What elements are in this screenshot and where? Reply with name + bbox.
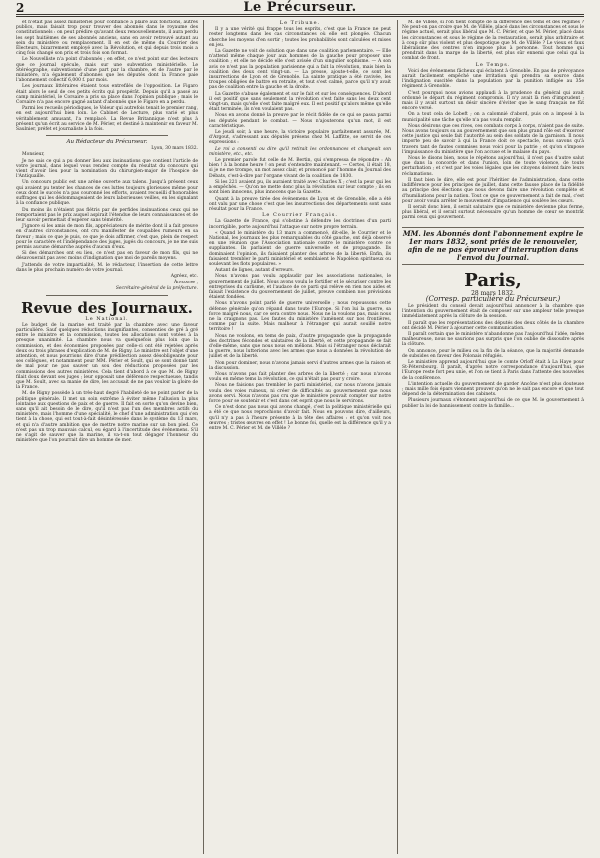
paragraph: Nous le disons bien, nous le répétons aujourd'hui, il n'est pas d'autre salut que dans la concorde et dans l'union, loin de toute violence, de toute perturbation ; et c'est par les voies légales que les citoyens doivent faire leurs réclamations.: [402, 156, 584, 177]
paragraph: M. de Villèle, si l'on tient compte de la différence des tems et des régimes ? Ne peut-on pas croire que M. de Villèle, placé dans les circonstances et sous le régime actuel, serait plus libéral que M. C. Périer, et que M. Périer, placé dans les circonstances et sous le régime de la restauration, serait plus arbitraire et à coup sûr plus violent et plus despotique que M. de Villèle ? Le vieux et faux libéralisme des centres n'en impose plus à personne. Tout homme qui prendrait dans la marge de la liberté, est plus sûr ennemi que celui qui la combat de front.: [402, 20, 584, 62]
paragraph: Le Nouvelliste n'a point d'abonnés ; en effet, ce n'est point sur des lecteurs que ce journal spécule, mais sur une subvention ministérielle. Le Stéréographe, subventionné d'une part par la chambre, et de l'autre par le ministère, n'a également d'abonnés que les députés dont la France paie l'abonnement collectif 6,000 f. par mois.: [16, 57, 198, 84]
paragraph: Nous n'avons pas voulu applaudir par les associations nationales, le gouvernement de juillet. Nous avons voulu le fortifier et le sécuriser contre les entreprises du carlisme, et l'audace de ce parti qui relève en rien nos aides et faisait l'existence du gouvernement de juillet, preuve combien nos prévisions étaient fondées.: [209, 274, 391, 301]
paragraph: Ce n'est donc pas nous qui avons changé, c'est la politique ministérielle qui a été ce que nous reprochions d'avoir fait. Nous en pouvons dire, d'ailleurs, qu'il n'y a pas à l'heure présente à la tête des affaires : et qu'on voit nos œuvres ; tristes œuvres en effet ! Le bonne foi, quelle est la différence qu'il y a entre M. C. Périer et M. de Villèle ?: [209, 405, 391, 432]
subsection-title: Le Tribune.: [279, 20, 321, 26]
paragraph: Nous n'avons point parlé de guerre universelle ; nous repoussons cette défense générale qu'on répand dans toute l'Europe. Si l'on lui la guerre, sa force malgré nous, car ce sera contre nous. Nous ne la voulons pas, mais nous ne la craignons pas. Les fautes du ministère l'amènent sur nos frontières, comme par la suite. Mais malheur à l'étranger qui aurait souillé notre territoire !: [209, 301, 391, 333]
column-divider: [397, 20, 398, 854]
paragraph: Plusieurs journaux s'étonnent aujourd'hui de ce que M. le gouvernement à publier la loi de bannissement contre la famille...: [402, 398, 584, 409]
paragraph: Nous désirons que ces rives, ces combats corps à corps, n'aient pas de suite. Nous avons toujours su au gouvernement que son plus grand rôle est d'exercer cette justice qui seule fait l'autorité au sein des soldats de la garnison. Il nous importe peu de savoir à qui la France doit ce spectacle, nous savons qu'à travers tant de fautes commises nous voici pour la patrie ; et qu'on s'impose l'impuissance du ministère que l'on accuse et le malaise du pays.: [402, 123, 584, 155]
paragraph: La Gazette de France, qui s'obstine à défendre les doctrines d'un parti incorrigible, porte aujourd'hui l'attaque sur notre propre terrain.: [209, 219, 391, 230]
paragraph: Du moins ils n'étaient pas flétris par de perfides insinuations ceux qui ne remportaient pas le prix auquel aspirait l'étendue de leurs connaissances et de leur savoir permettait d'espérer sans témérité.: [16, 207, 198, 223]
letter-heading: Au Rédacteur du Précurseur.: [66, 139, 148, 146]
column-divider: [203, 20, 204, 854]
column-3: [402, 20, 584, 856]
paragraph: Nous n'avons pas fait planter des arbres de la liberté ; car nous n'avons voulu en même tems la révolution, ce qui n'était pas pour y croire.: [209, 372, 391, 383]
subscription-notice: MM. les Abonnés dont l'abonnement expire le 1er mars 1832, sont priés de le renouveler, afin de ne pas éprouver d'interruption dans l'envoi du Journal.: [402, 227, 584, 265]
column-2: [209, 20, 391, 856]
paragraph: Parmi les recueils périodiques, le Voleur qui autrefois tenait le premier rang, en est aujourd'hui bien loin. Le Cabinet de Lecture, plus varié et plus véritablement amusant, l'a remplacé. La Revue Britannique n'est plus à présent qu'un écrit au service de M. Périer, et destiné à maintenir en faveur M. Saulnier, préfet et journaliste à la fois.: [16, 106, 198, 133]
paragraph: et n'était pas assez ministériel pour confiance à plaire aux fonctions, autres publics, mais faisait trop pour trouver des abonnés dans le royaume des constitutionnels : on peut prédire qu'avant deux renouvellements, il aura perdu les sept huitièmes de ses abonnés anciens, sans en avoir retrouvé autant au sein du ministère ou remplacement. Il en est de même du Courrier des Électeurs, bizarrement employé avec la Révolution, et qui depuis trois mois a cinq fois changé son prix et trois fois son format.: [16, 20, 198, 57]
separator: [46, 295, 168, 296]
dateline-city: Paris,: [464, 269, 522, 291]
paragraph: Si des démarches ont eu lieu, ce n'est pas en faveur de mon fils, qui ne désavouerait pas avec moins d'indignation que moi de pareils moyens.: [16, 251, 198, 262]
column-1: [16, 20, 198, 856]
paragraph: Le jeudi soir, à une heure, la victoire populaire parfaitement assurée, M. d'Argout, s'adressant aux députés présens chez M. Laffitte, se servit de ces expressions :: [209, 130, 391, 146]
paragraph: Non pour dominer, nous n'avons jamais servi d'autres armes que la raison et la discussion.: [209, 360, 391, 371]
paragraph: La Gazette ne voit de solution que dans une coalition parlementaire. — Elle n'attend même chaque jour aux hommes de la gauche pour proposer une coalition ; et elle ne décide elle s'est avisée d'un singulier sophisme. — A son avis ce n'est pas la population parisienne qui a fait la révolution, mais bien la coalition des deux cent vingt-un. — La presse, ajoute-t-elle, ce sont les insurrections de Lyon et de Grenoble. La sainte pratique a été ravivée, les troupes obligées de battre en retraite, et tout s'est calmé, parce qu'il n'y avait pas de coalition entre la gauche et la droite.: [209, 49, 391, 91]
dateline-date: 28 mars 1832.: [471, 289, 515, 297]
paragraph: Le ministère apprend aujourd'hui que le comte Orloff était à La Haye pour St-Pétersbourg. Il paraît, d'après notre correspondance d'aujourd'hui, que l'Europe reste fort peu unie, et l'on se tient à Paris dans l'attente des nouvelles de la conférence.: [402, 359, 584, 381]
signature-name: Alexandre ,: [174, 280, 198, 286]
letter-salutation: Monsieur,: [22, 152, 45, 158]
header-rule-double: [16, 16, 584, 17]
subsection-title: Le National.: [85, 315, 129, 322]
section-title: Revue des Journaux.: [21, 298, 193, 317]
separator: [46, 135, 168, 136]
paragraph: Il faut bien le dire, elle est pour l'héritier de l'administration, dans cette indifférence pour les principes de juillet, dans cette fausse place de la fidélité au principe des élections que nous devons faire une révolution complète et d'humiliations pour la nation. Tout ce que ce gouvernement a fait de mal, c'est pour avoir voulu arrêter le mouvement d'impatience qui soulève les cœurs.: [402, 177, 584, 204]
paragraph: Voici des événemens fâcheux qui éclatent à Grenoble. En pas de prévoyance aurait facilement empêché une irritation qui prendra sa source dans l'indignation suscitée dans la population par la punition infligée au 35e régiment à Grenoble.: [402, 68, 584, 90]
paragraph: Le président du conseil devait aujourd'hui annoncer à la chambre que l'intention du gouvernement était de composer sur une ampleur telle presque immédiatement après la clôture de la session.: [402, 303, 584, 320]
paragraph: Il y a une vérité qui frappe tous les esprits, c'est que la France ne peut rester longtems dans les cas circonstances où elle est plongée. Chacun cherche les moyens d'en sortir ; toutes les probabilités sont calculées et mises en jeu.: [209, 27, 391, 48]
paragraph: J'attends de votre impartialité, M. le rédacteur, l'insertion de cette lettre dans le plus prochain numéro de votre journal.: [16, 262, 198, 273]
paragraph: On a tout cela de Lobeft ; on a calomnié d'abord, puis on a imposé à la municipalité une tâche qu'elle n'a pas voulu remplir.: [402, 112, 584, 123]
letter-closing: Agréez, etc.: [170, 273, 198, 279]
header-rule: [16, 14, 584, 15]
correspondence-label: (Corresp. particulière du Précurseur.): [425, 294, 561, 303]
paragraph: Le roi a consenti ou dire qu'il retirait les ordonnances et changeait son ministère, etc., etc.: [209, 146, 391, 157]
signature-role: Secrétaire-général de la préfecture.: [115, 286, 198, 292]
paragraph: Autant de lignes, autant d'erreurs.: [215, 268, 294, 274]
paragraph: Il paraît certain que le ministère n'abandonne pas l'aujourd'hui l'idée, même malheureuse, nous ne saurions pas surpris que l'on oublie de dissoudre après la clôture.: [402, 331, 584, 348]
paragraph: M. de Rigny possède à un très-haut degré l'habileté de ne point parler de la politique générale. Il met un soin extrême à éviter même l'allusion la plus lointaine aux questions de paix et de guerre. Il fait en sorte qu'on devine bien, sans qu'il ait besoin de le dire, qu'il n'est pas l'un des membres actifs du ministère, mais l'homme d'une spécialité, le chef d'une administration qui s'en tient à la chose, qui est tout-à-fait désintéressée dans le système du 13 mars, et qui n'a d'autre ambition que de mettre notre marine sur un bon pied. Ce n'est pas un trop mauvais calcul, eu égard à l'incertitude des événemens. S'il ne s'agit de sauver que la marine, il va-t-on tout dégager l'honneur du ministère que l'on pourrait dire un homme de mer.: [16, 391, 198, 444]
paragraph: C'est pourquoi nous avions applaudi à la prudence du général qui avait ordonné le départ du régiment compromis. Il n'y avait là rien d'imprudent ; mais il y avait surtout un désir sincère d'éviter que le sang français ne fût encore versé.: [402, 90, 584, 112]
paragraph: Quant à la preuve tirée des événemens de Lyon et de Grenoble, elle a été ont valu par une chose c'est que les insurrections des départements sont sans résultat pour la France.: [209, 196, 391, 212]
paragraph: La Gazette s'abuse également et sur le fait et sur les conséquences. D'abord il est positif que sans seulement la révolution s'est faite sans les deux cent vingt-un, mais qu'elle s'est faite malgré eux. Il est positif qu'alors même qu'elle était terminée, ils n'en voulaient pas.: [209, 91, 391, 113]
letter-date: Lyon, 30 mars 1832.: [151, 146, 198, 152]
paragraph: J'ignore si les amis de mon fils, appréciateurs de mérite dont il a fait preuve en d'autres circonstances, ont cru manifester de coupables rumeurs en sa faveur ; mais ce que je puis, ce que je dois affirmer, c'est que, plein de respect pour le caractère et l'indépendance des juges, jugés du concours, je ne me suis permis aucune démarche auprès d'aucun d'eux.: [16, 224, 198, 250]
paragraph: « Quand le ministère du 13 mars a commencé, dit-elle, le Courrier et le National, les journaux les plus remarquables du côté gauche, ont déjà observé en une réunion que l'Association nationale contre le ministère contre ce suppliantes. Ils parlaient de guerre universelle et de propagande. Ils dominaient l'opinion, ils faisaient planter des arbres de la liberté. Enfin, ils faisaient trembler le parti ministériel et semblaient le Napoléon spiritueux ou soulevant les flots populaires. »: [209, 230, 391, 267]
page-number: 2: [16, 1, 25, 15]
paragraph: Nous en avons donné la preuve par le récit fidèle de ce qui se passa parmi les députés pendant le combat. — Nous n'ajouterons qu'un mot, il est caractéristique.: [209, 113, 391, 129]
paragraph: Il paraît que les représentations des députés des deux côtés de la chambre ont décidé M. Périer à ajourner cette communication.: [402, 320, 584, 331]
paragraph: Si les 221 avaient pu, ils auraient traité avec Charles X ; c'est la peur qui les a empêchés. — Qu'on ne mette donc plus la révolution sur leur compte ; ils en sont bien innocens, plus innocens que la Gazette.: [209, 179, 391, 196]
paragraph: On annonce, pour le milieu ou la fin de la séance, que la majorité demande de subsides en faveur des Polonais réfugiés.: [402, 348, 584, 359]
paragraph: Le premier parole fut celle de M. Bertin, qui s'empressa de répondre : Ah bien ! à la bonne heure ! on peut s'entendre maintenant. — Certes, il était 18, si je ne me trompe, un mot assez clair, et prononcé par l'homme du Journal des Débats, c'est-à-dire par l'organe vivant de la coalition de 1830.: [209, 158, 391, 179]
paragraph: L'intention actuelle du gouvernement de garder Ancône n'est plus douteuse ; mais mille fois épars viennent prouver qu'on ne le sait pas encore et que tout dépend de la détermination des cabinets.: [402, 381, 584, 398]
paragraph: Un concours public est une arène ouverte aux talens. Jusqu'à présent ceux qui avaient pu tenter les chances de ces luttes toujours glorieuses même pour ceux dont le succès n'a pas couronné les efforts, avaient recueilli d'honorables suffrages qui les dédommageaient de leurs laborieuses veilles, en les signalant à la confiance publique.: [16, 180, 198, 207]
page-header: [16, 0, 584, 14]
subsection-title: Le Temps.: [475, 61, 511, 68]
paragraph: Je ne sais ce qui a pu donner lieu aux insinuations que contient l'article de votre journal, dans lequel vous rendez compte du résultat du concours qui vient d'avoir lieu pour la nomination du chirurgien-major de l'hospice de l'Antiquaille.: [16, 158, 198, 180]
paragraph: Nous ne faisions pas trembler le parti ministériel, car nous n'avons jamais voulu des voies ruineux, ni créer de difficultés au gouvernement que nous avons servi. Nous n'avons pas cru que le ministère pouvait compter sur notre force pour se soutenir et c'est dans cet esprit que nous le servirons.: [209, 383, 391, 405]
paragraph: Le budget de la marine est traité par la chambre avec une faveur particulière. Sauf quelques réductions insignifiantes, consenties de gré à gré entre le ministre et la commission, toutes les allocations sont votées à la presque unanimité. La chambre nous va quelquefois plus loin que la commission, et des économies proposées par celle-ci ont été rejetées après deux ou trois phrases d'explication de M. de Rigny. Le ministre est l'objet d'une attention, et nous pourrions dire d'une prédilection assez désobligeante pour ses collègues, et notamment pour MM. Périer et Soult, qui se sont donné tant de mal pour ne pas sauver un sou des réductions proposées par les commissions des autres ministères. Cela tient d'abord à ce que M. de Rigny filait doux devant ses juges ; leur opposait une déférence respectueuse, tandis que M. Soult, avec sa manie de dire, les accusait de ne pas vouloir la gloire de la France.: [16, 322, 198, 391]
paragraph: Il serait donc bien, il serait salutaire que ce ministère devienne plus ferme, plus libéral, et il serait surtout nécessaire qu'un homme de cœur se montrât parmi ceux qui gouvernent.: [402, 204, 584, 221]
masthead: Le Précurseur.: [243, 0, 357, 15]
paragraph: Nous ne voulons, en tems de paix, d'autre propagande que la propagande des doctrines fécondes et salutaires de la liberté, et cette propagande se fait d'elle-même, sans que nous nous en mêlions. Mais si l'étranger nous déclarait la guerre, nous lutterions avec les armes que nous a données la révolution de juillet et de la liberté.: [209, 333, 391, 360]
paragraph: Les journaux littéraires étaient tous entrefilés de l'opposition. Le Figaro était alors le seul de ces petits écrits qui prospérât. Depuis qu'il a passé au camp ministériel, le Corsaire a pris sa place dans l'opinion publique ; mais le Corsaire n'a pas encore gagné autant d'abonnés que le Figaro en a perdu.: [16, 84, 198, 106]
subsection-title: Le Courrier Français.: [262, 212, 338, 219]
